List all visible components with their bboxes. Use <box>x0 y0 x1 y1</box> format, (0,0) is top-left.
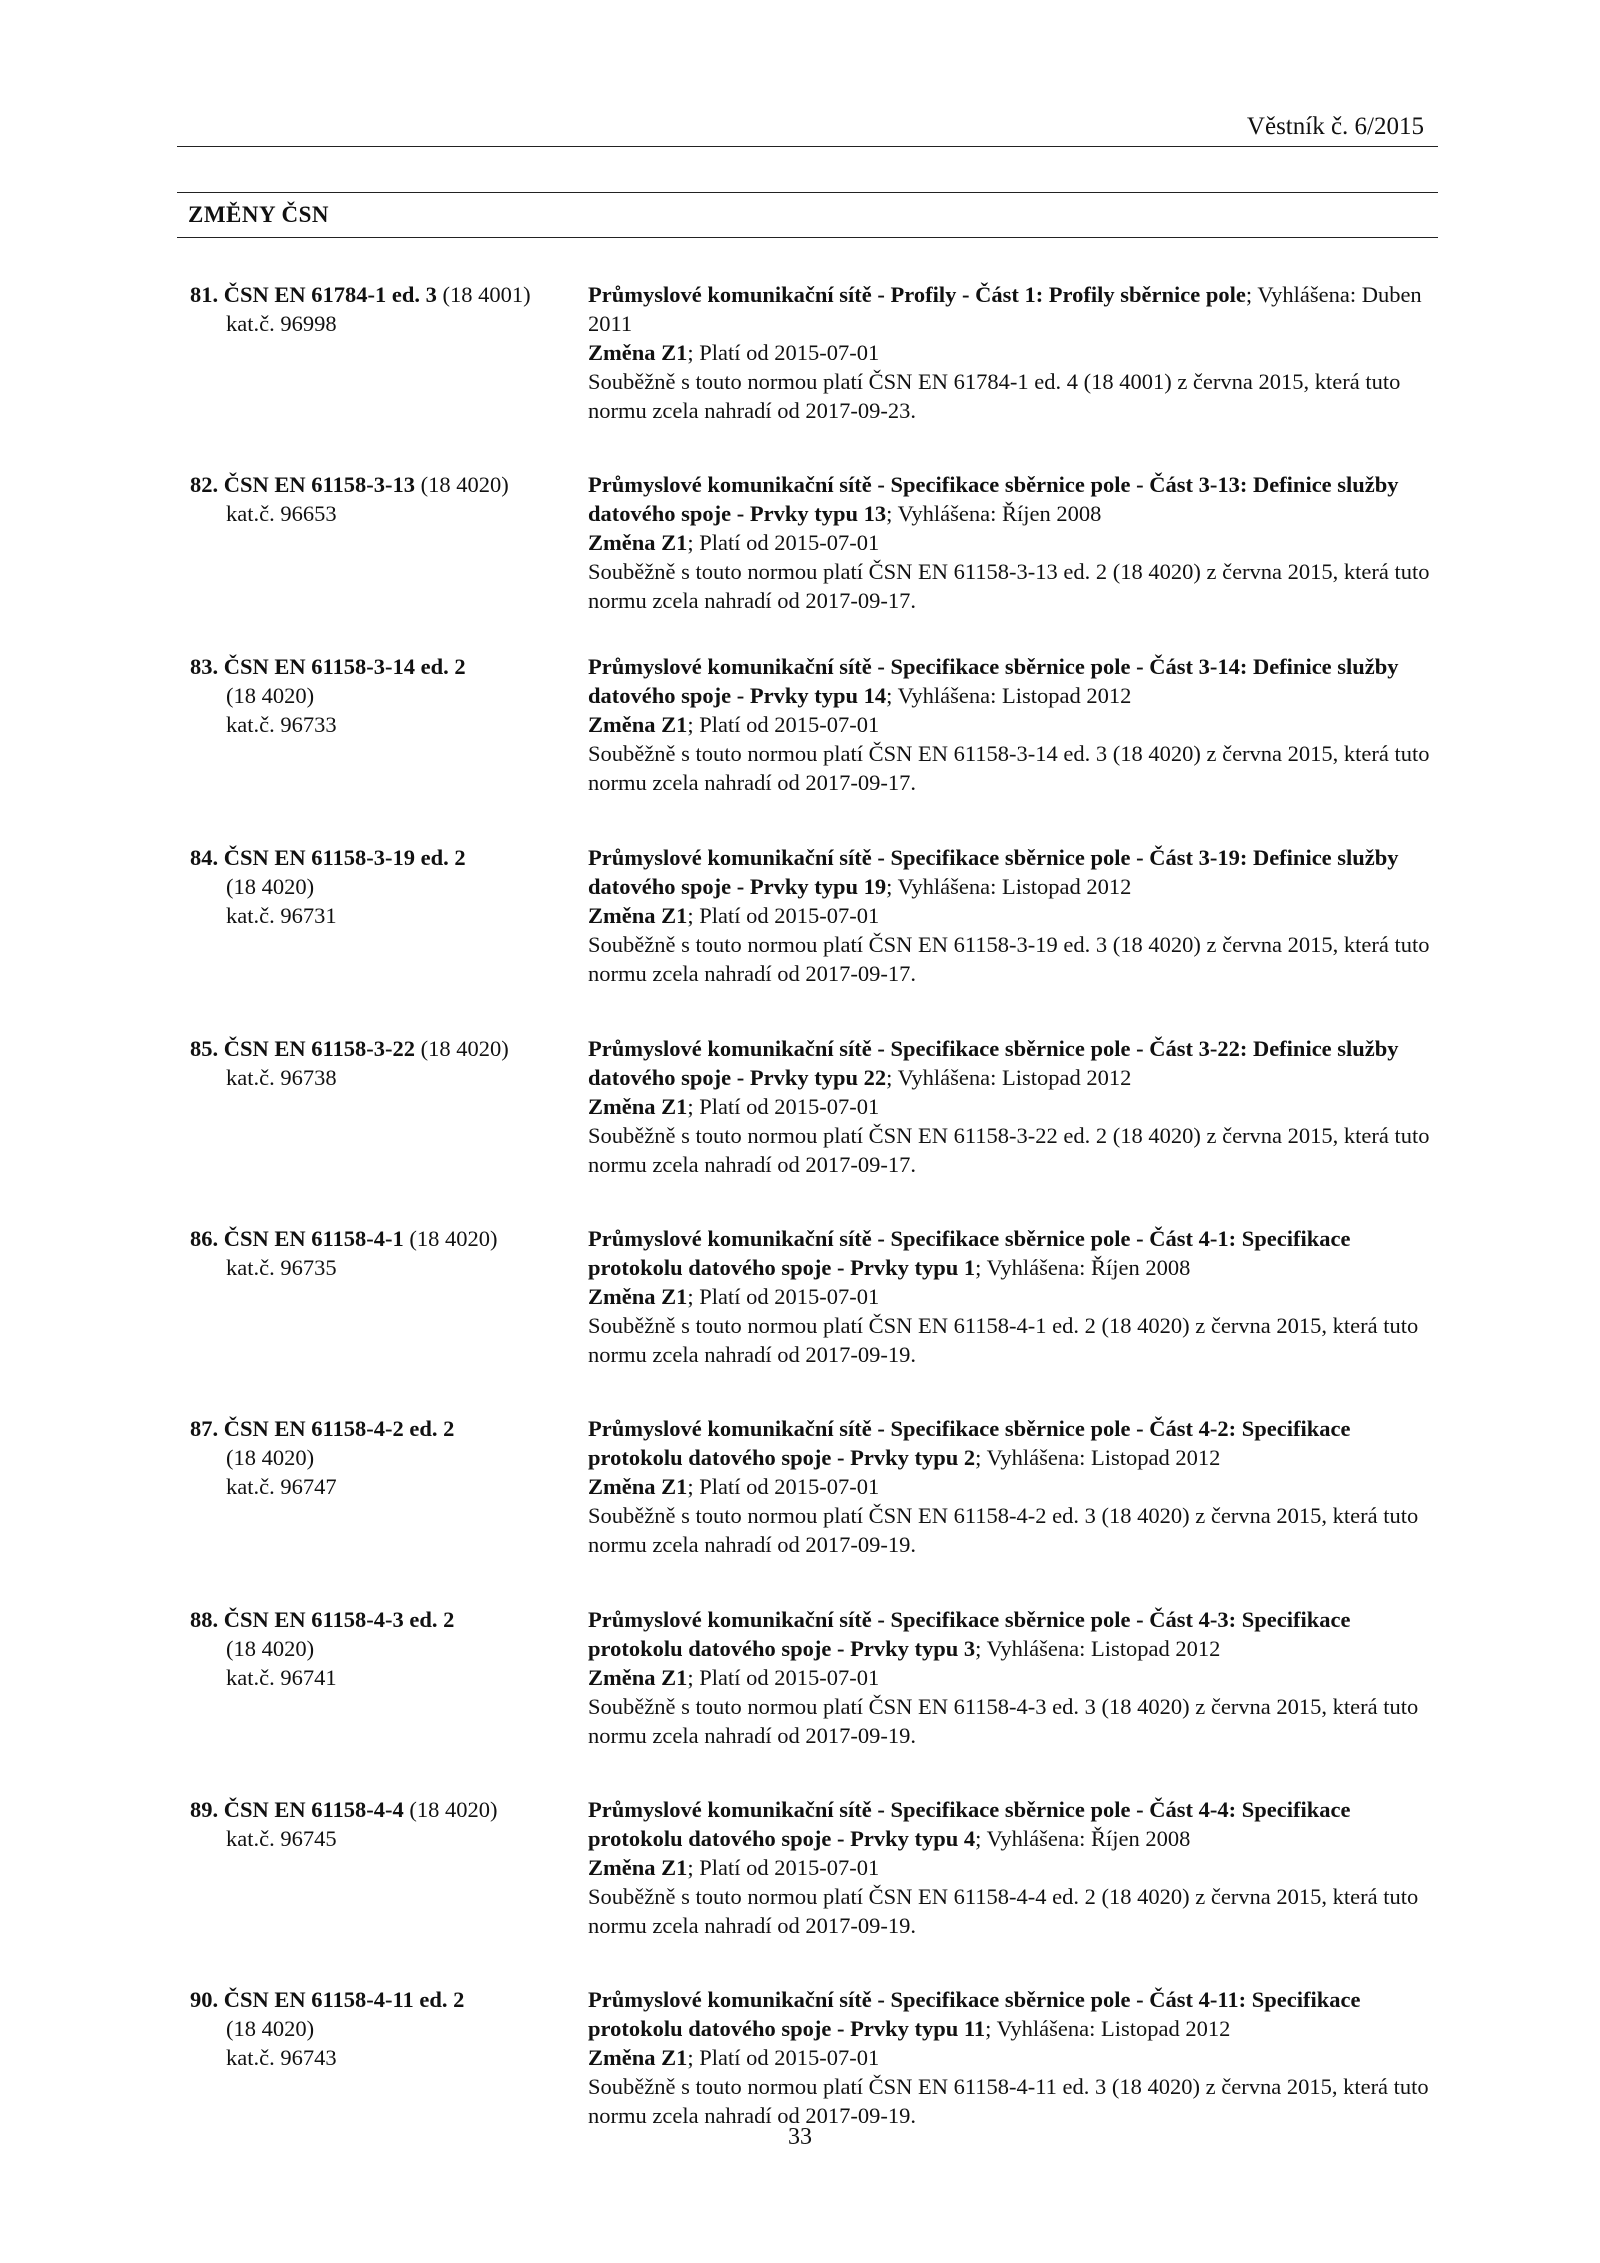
replacement-note: Souběžně s touto normou platí ČSN EN 61158-4-3 ed. 3 (18 4020) z června 2015, která tuto normu zcela nahradí od 2017-09-19. <box>588 1694 1419 1748</box>
standard-designation <box>190 1224 580 1282</box>
announcement-date: ; Vyhlášena: Listopad 2012 <box>886 683 1132 708</box>
entry-number: 83. <box>190 654 219 679</box>
standard-designation <box>190 1795 580 1853</box>
classification-code: (18 4020) <box>226 1636 315 1661</box>
standard-title: Průmyslové komunikační sítě - Specifikace sběrnice pole - Část 3-13: Definice služby datového spoje - Prvky typu 13 <box>588 472 1399 526</box>
amendment-label: Změna Z1 <box>588 1094 688 1119</box>
effective-date: ; Platí od 2015-07-01 <box>687 1855 880 1880</box>
standard-details <box>588 1795 1440 1940</box>
catalog-number: kat.č. 96998 <box>226 311 337 336</box>
standard-designation <box>190 652 580 739</box>
standard-designation <box>190 1985 580 2072</box>
section-rule-bottom <box>177 237 1438 238</box>
entry-number: 90. <box>190 1987 219 2012</box>
entry-number: 82. <box>190 472 219 497</box>
announcement-date: ; Vyhlášena: Listopad 2012 <box>975 1636 1221 1661</box>
standard-code: ČSN EN 61158-4-11 ed. 2 <box>223 1987 465 2012</box>
announcement-date: ; Vyhlášena: Říjen 2008 <box>975 1255 1191 1280</box>
standard-title: Průmyslové komunikační sítě - Specifikace sběrnice pole - Část 3-19: Definice služby datového spoje - Prvky typu 19 <box>588 845 1399 899</box>
header-rule <box>177 146 1438 147</box>
replacement-note: Souběžně s touto normou platí ČSN EN 61784-1 ed. 4 (18 4001) z června 2015, která tuto normu zcela nahradí od 2017-09-23. <box>588 369 1401 423</box>
section-rule-top <box>177 192 1438 193</box>
replacement-note: Souběžně s touto normou platí ČSN EN 61158-3-22 ed. 2 (18 4020) z června 2015, která tuto normu zcela nahradí od 2017-09-17. <box>588 1123 1430 1177</box>
entry-number: 81. <box>190 282 219 307</box>
effective-date: ; Platí od 2015-07-01 <box>687 2045 880 2070</box>
announcement-date: ; Vyhlášena: Listopad 2012 <box>975 1445 1221 1470</box>
entry-number: 85. <box>190 1036 219 1061</box>
replacement-note: Souběžně s touto normou platí ČSN EN 61158-3-13 ed. 2 (18 4020) z června 2015, která tuto normu zcela nahradí od 2017-09-17. <box>588 559 1430 613</box>
page-number: 33 <box>788 2124 812 2150</box>
standard-title: Průmyslové komunikační sítě - Specifikace sběrnice pole - Část 4-4: Specifikace protokolu datového spoje - Prvky typu 4 <box>588 1797 1351 1851</box>
standard-code: ČSN EN 61158-4-3 ed. 2 <box>223 1607 455 1632</box>
standard-title: Průmyslové komunikační sítě - Profily - Část 1: Profily sběrnice pole <box>588 282 1246 307</box>
catalog-number: kat.č. 96735 <box>226 1255 337 1280</box>
amendment-label: Změna Z1 <box>588 1284 688 1309</box>
standard-code: ČSN EN 61784-1 ed. 3 <box>223 282 437 307</box>
standard-title: Průmyslové komunikační sítě - Specifikace sběrnice pole - Část 3-14: Definice služby datového spoje - Prvky typu 14 <box>588 654 1399 708</box>
amendment-label: Změna Z1 <box>588 903 688 928</box>
effective-date: ; Platí od 2015-07-01 <box>687 1474 880 1499</box>
standard-details <box>588 843 1440 988</box>
replacement-note: Souběžně s touto normou platí ČSN EN 61158-4-1 ed. 2 (18 4020) z června 2015, která tuto normu zcela nahradí od 2017-09-19. <box>588 1313 1419 1367</box>
standard-code: ČSN EN 61158-4-1 <box>223 1226 404 1251</box>
replacement-note: Souběžně s touto normou platí ČSN EN 61158-3-14 ed. 3 (18 4020) z června 2015, která tuto normu zcela nahradí od 2017-09-17. <box>588 741 1430 795</box>
effective-date: ; Platí od 2015-07-01 <box>687 903 880 928</box>
catalog-number: kat.č. 96731 <box>226 903 337 928</box>
classification-code: (18 4020) <box>226 2016 315 2041</box>
standard-designation <box>190 1605 580 1692</box>
standard-designation <box>190 1414 580 1501</box>
amendment-label: Změna Z1 <box>588 712 688 737</box>
standard-designation <box>190 1034 580 1092</box>
replacement-note: Souběžně s touto normou platí ČSN EN 61158-4-2 ed. 3 (18 4020) z června 2015, která tuto normu zcela nahradí od 2017-09-19. <box>588 1503 1419 1557</box>
classification-code: (18 4020) <box>226 874 315 899</box>
catalog-number: kat.č. 96653 <box>226 501 337 526</box>
standard-code: ČSN EN 61158-4-2 ed. 2 <box>223 1416 455 1441</box>
catalog-number: kat.č. 96733 <box>226 712 337 737</box>
effective-date: ; Platí od 2015-07-01 <box>687 1284 880 1309</box>
replacement-note: Souběžně s touto normou platí ČSN EN 61158-3-19 ed. 3 (18 4020) z června 2015, která tuto normu zcela nahradí od 2017-09-17. <box>588 932 1430 986</box>
announcement-date: ; Vyhlášena: Říjen 2008 <box>886 501 1102 526</box>
replacement-note: Souběžně s touto normou platí ČSN EN 61158-4-11 ed. 3 (18 4020) z června 2015, která tuto normu zcela nahradí od 2017-09-19. <box>588 2074 1429 2128</box>
amendment-label: Změna Z1 <box>588 530 688 555</box>
amendment-label: Změna Z1 <box>588 340 688 365</box>
standard-code: ČSN EN 61158-3-22 <box>223 1036 416 1061</box>
entry-number: 87. <box>190 1416 219 1441</box>
amendment-label: Změna Z1 <box>588 1474 688 1499</box>
catalog-number: kat.č. 96738 <box>226 1065 337 1090</box>
catalog-number: kat.č. 96743 <box>226 2045 337 2070</box>
standard-details <box>588 1985 1440 2130</box>
replacement-note: Souběžně s touto normou platí ČSN EN 61158-4-4 ed. 2 (18 4020) z června 2015, která tuto normu zcela nahradí od 2017-09-19. <box>588 1884 1419 1938</box>
standard-designation <box>190 843 580 930</box>
standard-details <box>588 280 1440 425</box>
standard-details <box>588 1034 1440 1179</box>
classification-code: (18 4001) <box>442 282 531 307</box>
catalog-number: kat.č. 96747 <box>226 1474 337 1499</box>
classification-code: (18 4020) <box>226 683 315 708</box>
standard-details <box>588 470 1440 615</box>
standard-title: Průmyslové komunikační sítě - Specifikace sběrnice pole - Část 4-11: Specifikace protokolu datového spoje - Prvky typu 11 <box>588 1987 1361 2041</box>
announcement-date: ; Vyhlášena: Říjen 2008 <box>975 1826 1191 1851</box>
effective-date: ; Platí od 2015-07-01 <box>687 1665 880 1690</box>
classification-code: (18 4020) <box>420 1036 509 1061</box>
announcement-date: ; Vyhlášena: Listopad 2012 <box>985 2016 1231 2041</box>
entry-number: 89. <box>190 1797 219 1822</box>
announcement-date: ; Vyhlášena: Duben 2011 <box>588 282 1422 336</box>
section-title: ZMĚNY ČSN <box>188 202 330 227</box>
standard-code: ČSN EN 61158-3-14 ed. 2 <box>223 654 466 679</box>
standard-code: ČSN EN 61158-3-19 ed. 2 <box>223 845 466 870</box>
standard-title: Průmyslové komunikační sítě - Specifikace sběrnice pole - Část 4-3: Specifikace protokolu datového spoje - Prvky typu 3 <box>588 1607 1351 1661</box>
announcement-date: ; Vyhlášena: Listopad 2012 <box>886 874 1132 899</box>
standard-title: Průmyslové komunikační sítě - Specifikace sběrnice pole - Část 4-2: Specifikace protokolu datového spoje - Prvky typu 2 <box>588 1416 1351 1470</box>
classification-code: (18 4020) <box>409 1797 498 1822</box>
standard-details <box>588 1224 1440 1369</box>
page-header-title: Věstník č. 6/2015 <box>1246 113 1424 140</box>
standard-details <box>588 1605 1440 1750</box>
standard-designation <box>190 470 580 528</box>
effective-date: ; Platí od 2015-07-01 <box>687 712 880 737</box>
standard-code: ČSN EN 61158-4-4 <box>223 1797 404 1822</box>
classification-code: (18 4020) <box>409 1226 498 1251</box>
classification-code: (18 4020) <box>226 1445 315 1470</box>
amendment-label: Změna Z1 <box>588 1665 688 1690</box>
standard-title: Průmyslové komunikační sítě - Specifikace sběrnice pole - Část 4-1: Specifikace protokolu datového spoje - Prvky typu 1 <box>588 1226 1351 1280</box>
standard-designation <box>190 280 580 338</box>
catalog-number: kat.č. 96745 <box>226 1826 337 1851</box>
standard-details <box>588 652 1440 797</box>
standard-code: ČSN EN 61158-3-13 <box>223 472 416 497</box>
amendment-label: Změna Z1 <box>588 1855 688 1880</box>
entry-number: 86. <box>190 1226 219 1251</box>
effective-date: ; Platí od 2015-07-01 <box>687 530 880 555</box>
effective-date: ; Platí od 2015-07-01 <box>687 340 880 365</box>
standard-title: Průmyslové komunikační sítě - Specifikace sběrnice pole - Část 3-22: Definice služby datového spoje - Prvky typu 22 <box>588 1036 1399 1090</box>
entry-number: 88. <box>190 1607 219 1632</box>
announcement-date: ; Vyhlášena: Listopad 2012 <box>886 1065 1132 1090</box>
catalog-number: kat.č. 96741 <box>226 1665 337 1690</box>
entry-number: 84. <box>190 845 219 870</box>
effective-date: ; Platí od 2015-07-01 <box>687 1094 880 1119</box>
standard-details <box>588 1414 1440 1559</box>
amendment-label: Změna Z1 <box>588 2045 688 2070</box>
classification-code: (18 4020) <box>420 472 509 497</box>
